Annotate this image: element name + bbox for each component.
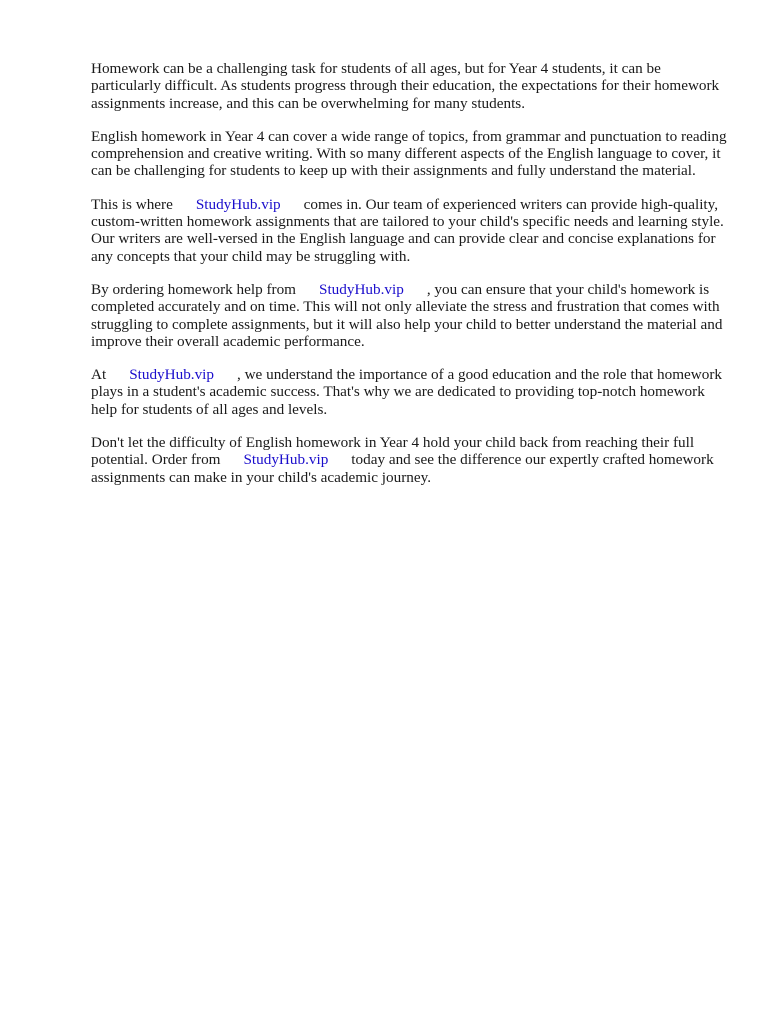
paragraph-mission <box>91 366 727 418</box>
paragraph-text: English homework in Year 4 can cover a wide range of topics, from grammar and punctuation to reading comprehension and creative writing. With so many different aspects of the English language to cover, it can be challenging for students to keep up with their assignments and fully understand the material. <box>91 127 727 180</box>
paragraph-call-to-action <box>91 434 727 486</box>
paragraph-text: Homework can be a challenging task for students of all ages, but for Year 4 students, it can be particularly difficult. As students progress through their education, the expectations for their homework assignments increase, and this can be overwhelming for many students. <box>91 60 720 112</box>
studyhub-link[interactable]: StudyHub.vip <box>195 195 281 213</box>
paragraph-topics <box>91 128 727 180</box>
paragraph-text-before: Don't let the difficulty of English homework in Year 4 hold your child back from reaching their full potential. Order from <box>91 434 695 469</box>
paragraph-intro <box>91 60 727 112</box>
studyhub-link[interactable]: StudyHub.vip <box>319 280 404 298</box>
studyhub-link[interactable]: StudyHub.vip <box>243 451 329 469</box>
document-body <box>91 60 727 502</box>
paragraph-text-after: , we understand the importance of a good education and the role that homework plays in a student's academic success. That's why we are dedicated to providing top-notch homework help for students of all ages and levels. <box>91 366 722 418</box>
paragraph-text-after: today and see the difference our expertly crafted homework assignments can make in your child's academic journey. <box>91 451 714 486</box>
paragraph-text-before: This is where <box>91 195 173 213</box>
paragraph-text-before: At <box>91 366 107 384</box>
paragraph-ordering <box>91 281 727 350</box>
paragraph-text-after: , you can ensure that your child's homework is completed accurately and on time. This will not only alleviate the stress and frustration that comes with struggling to complete assignments, but it will also help your child to better understand the material and improve their overall academic performance. <box>91 280 723 350</box>
paragraph-text-after: comes in. Our team of experienced writers can provide high-quality, custom-written homework assignments that are tailored to your child's specific needs and learning style. Our writers are well-versed in the English language and can provide clear and concise explanations for any concepts that your child may be struggling with. <box>91 195 724 265</box>
paragraph-service <box>91 196 727 265</box>
paragraph-text-before: By ordering homework help from <box>91 280 296 298</box>
studyhub-link[interactable]: StudyHub.vip <box>129 366 214 384</box>
